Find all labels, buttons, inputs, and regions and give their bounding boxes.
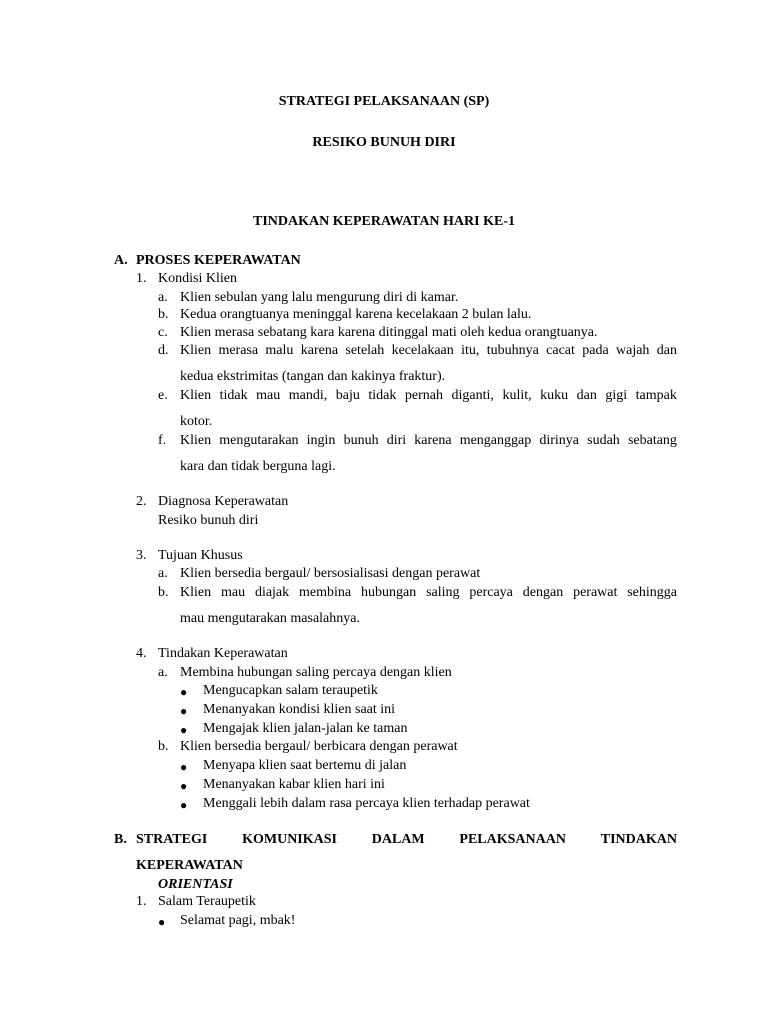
bullet-icon: ● bbox=[180, 723, 188, 737]
word: wajah bbox=[616, 343, 650, 358]
sub-text: mau mengutarakan masalahnya. bbox=[180, 611, 360, 626]
word: percaya bbox=[469, 585, 513, 600]
bullet-text: Selamat pagi, mbak! bbox=[180, 913, 296, 928]
word: membina bbox=[299, 585, 352, 600]
item-label-tujuan: Tujuan Khusus bbox=[158, 548, 243, 563]
word: tidak bbox=[368, 388, 397, 403]
heading-word: KOMUNIKASI bbox=[242, 832, 337, 847]
word: Klien bbox=[180, 388, 212, 403]
item-label-salam: Salam Teraupetik bbox=[158, 894, 256, 909]
bullet-icon: ● bbox=[180, 760, 188, 774]
sub-text: Kedua orangtuanya meninggal karena kecelakaan 2 bulan lalu. bbox=[180, 307, 532, 322]
bullet-text: Menanyakan kondisi klien saat ini bbox=[203, 702, 396, 717]
word: mau bbox=[256, 388, 281, 403]
sub-text-justified bbox=[180, 432, 677, 450]
word: setelah bbox=[345, 343, 385, 358]
word: karena bbox=[414, 433, 452, 448]
section-b-heading-line2: KEPERAWATAN bbox=[136, 858, 243, 873]
sub-marker: b. bbox=[158, 585, 169, 600]
item-number: 3. bbox=[136, 548, 147, 563]
sub-marker: c. bbox=[158, 325, 168, 340]
word: mengutarakan bbox=[219, 433, 299, 448]
word: bunuh bbox=[343, 433, 379, 448]
word: kuku bbox=[540, 388, 569, 403]
word: sudah bbox=[587, 433, 620, 448]
word: sebatang bbox=[627, 433, 677, 448]
sub-marker: a. bbox=[158, 665, 168, 680]
word: Klien bbox=[180, 585, 212, 600]
word: gigi bbox=[605, 388, 628, 403]
day-heading: TINDAKAN KEPERAWATAN HARI KE-1 bbox=[252, 214, 515, 229]
word: pada bbox=[582, 343, 609, 358]
word: saling bbox=[426, 585, 460, 600]
bullet-icon: ● bbox=[180, 704, 188, 718]
bullet-text: Mengucapkan salam teraupetik bbox=[203, 683, 378, 698]
sub-text-justified bbox=[180, 387, 677, 405]
word: diganti, bbox=[451, 388, 494, 403]
bullet-icon: ● bbox=[180, 779, 188, 793]
sub-text: Klien merasa sebatang kara karena ditinggal mati oleh kedua orangtuanya. bbox=[180, 325, 598, 340]
sub-text: Klien bersedia bergaul/ bersosialisasi dengan perawat bbox=[180, 566, 481, 581]
sub-marker: e. bbox=[158, 388, 168, 403]
word: tubuhnya bbox=[486, 343, 539, 358]
word: perawat bbox=[573, 585, 618, 600]
word: merasa bbox=[218, 343, 259, 358]
heading-word: PELAKSANAAN bbox=[459, 832, 566, 847]
bullet-icon: ● bbox=[180, 685, 188, 699]
sub-text-justified bbox=[180, 584, 677, 602]
item-number: 1. bbox=[136, 271, 147, 286]
sub-marker: a. bbox=[158, 290, 168, 305]
word: menganggap bbox=[459, 433, 532, 448]
section-a-heading: PROSES KEPERAWATAN bbox=[136, 253, 301, 268]
item-label-diagnosa: Diagnosa Keperawatan bbox=[158, 494, 289, 509]
orientasi-heading: ORIENTASI bbox=[158, 877, 233, 892]
sub-text-justified bbox=[180, 342, 677, 360]
sub-text: kedua ekstrimitas (tangan dan kakinya fraktur). bbox=[180, 369, 446, 384]
word: sehingga bbox=[627, 585, 677, 600]
word: dan bbox=[656, 343, 677, 358]
word: tidak bbox=[219, 388, 248, 403]
word: diajak bbox=[254, 585, 290, 600]
section-b-heading bbox=[136, 831, 677, 849]
heading-word: DALAM bbox=[371, 832, 425, 847]
word: mau bbox=[220, 585, 246, 600]
bullet-text: Menggali lebih dalam rasa percaya klien terhadap perawat bbox=[203, 796, 530, 811]
sub-text: Klien sebulan yang lalu mengurung diri di kamar. bbox=[180, 290, 459, 305]
item-number: 1. bbox=[136, 894, 147, 909]
item-number: 4. bbox=[136, 646, 147, 661]
sub-marker: d. bbox=[158, 343, 169, 358]
word: hubungan bbox=[360, 585, 417, 600]
sub-text: Klien bersedia bergaul/ berbicara dengan perawat bbox=[180, 739, 458, 754]
word: cacat bbox=[546, 343, 575, 358]
diagnosa-value: Resiko bunuh diri bbox=[158, 513, 259, 528]
item-label-kondisi-klien: Kondisi Klien bbox=[158, 271, 237, 286]
bullet-icon: ● bbox=[180, 798, 188, 812]
word: diri bbox=[386, 433, 407, 448]
word: kulit, bbox=[502, 388, 532, 403]
item-label-tindakan: Tindakan Keperawatan bbox=[158, 646, 288, 661]
word: kecelakaan bbox=[391, 343, 454, 358]
word: Klien bbox=[180, 433, 212, 448]
item-number: 2. bbox=[136, 494, 147, 509]
section-b-marker: B. bbox=[114, 832, 127, 847]
sub-marker: b. bbox=[158, 739, 169, 754]
word: dirinya bbox=[539, 433, 580, 448]
sub-text: kara dan tidak berguna lagi. bbox=[180, 459, 336, 474]
word: dengan bbox=[522, 585, 564, 600]
sub-text: kotor. bbox=[180, 414, 213, 429]
bullet-icon: ● bbox=[158, 915, 166, 929]
document-title: STRATEGI PELAKSANAAN (SP) bbox=[278, 94, 490, 109]
word: Klien bbox=[180, 343, 212, 358]
word: dan bbox=[576, 388, 597, 403]
sub-text: Membina hubungan saling percaya dengan klien bbox=[180, 665, 452, 680]
bullet-text: Menyapa klien saat bertemu di jalan bbox=[203, 758, 407, 773]
word: ingin bbox=[306, 433, 336, 448]
word: tampak bbox=[635, 388, 677, 403]
word: baju bbox=[335, 388, 360, 403]
heading-word: TINDAKAN bbox=[600, 832, 677, 847]
sub-marker: b. bbox=[158, 307, 169, 322]
document-subtitle: RESIKO BUNUH DIRI bbox=[312, 135, 456, 150]
word: malu bbox=[265, 343, 294, 358]
heading-word: STRATEGI bbox=[136, 832, 208, 847]
sub-marker: f. bbox=[158, 433, 167, 448]
bullet-text: Mengajak klien jalan-jalan ke taman bbox=[203, 721, 408, 736]
section-a-marker: A. bbox=[114, 253, 128, 268]
word: pernah bbox=[404, 388, 444, 403]
sub-marker: a. bbox=[158, 566, 168, 581]
word: karena bbox=[300, 343, 339, 358]
word: mandi, bbox=[288, 388, 328, 403]
word: itu, bbox=[461, 343, 480, 358]
bullet-text: Menanyakan kabar klien hari ini bbox=[203, 777, 385, 792]
